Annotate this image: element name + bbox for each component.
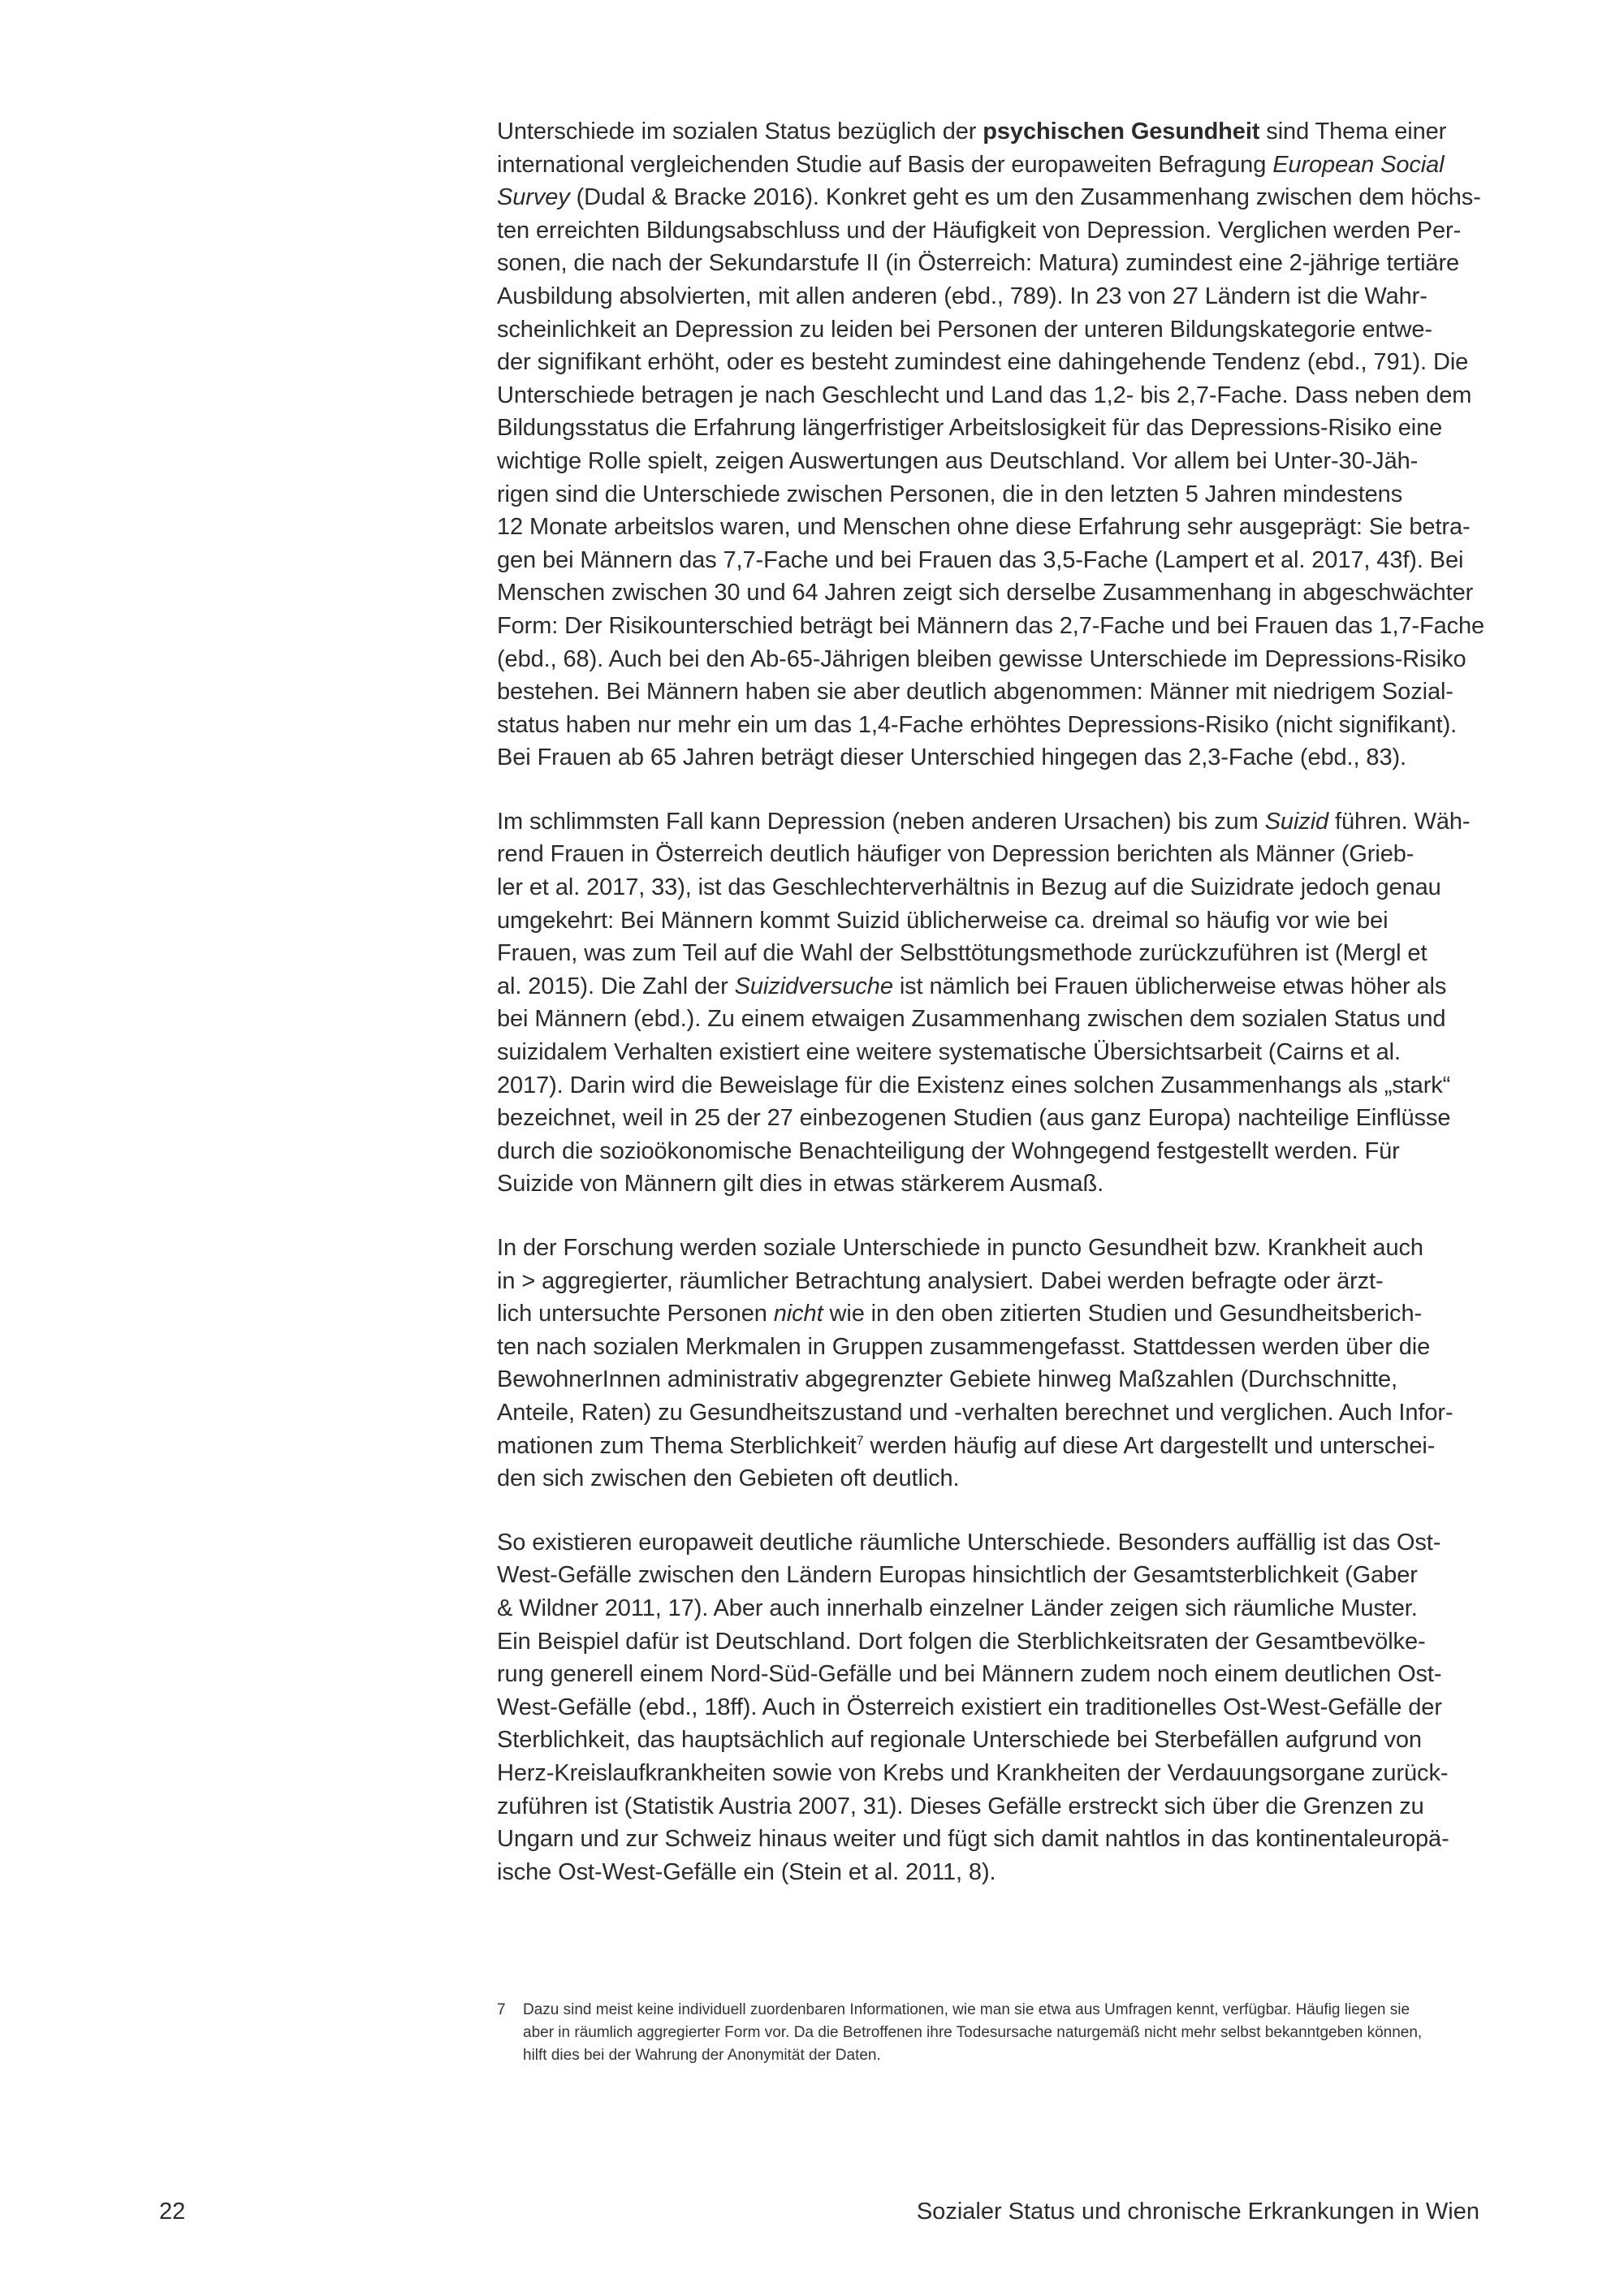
footnote-number: 7 <box>497 2001 506 2018</box>
text-line: Ausbildung absolvierten, mit allen anderen (ebd., 789). In 23 von 27 Ländern ist die Wahr- <box>497 283 1427 309</box>
text-line: status haben nur mehr ein um das 1,4-Fache erhöhtes Depressions-Risiko (nicht signifikant). <box>497 711 1458 738</box>
text-line: 2017). Darin wird die Beweislage für die Existenz eines solchen Zusammenhangs als „stark“ <box>497 1072 1451 1098</box>
text-line: Bildungsstatus die Erfahrung längerfristiger Arbeitslosigkeit für das Depressions-Risiko eine <box>497 415 1443 442</box>
text-line: zuführen ist (Statistik Austria 2007, 31). Dieses Gefälle erstreckt sich über die Grenzen zu <box>497 1793 1424 1819</box>
text-line: Unterschiede betragen je nach Geschlecht und Land das 1,2- bis 2,7-Fache. Dass neben dem <box>497 382 1472 408</box>
text-line: bestehen. Bei Männern haben sie aber deutlich abgenommen: Männer mit niedrigem Sozial- <box>497 679 1453 706</box>
footnote-line: hilft dies bei der Wahrung der Anonymität der Daten. <box>523 2047 881 2064</box>
text-line: rigen sind die Unterschiede zwischen Personen, die in den letzten 5 Jahren mindestens <box>497 481 1403 507</box>
text-line: Anteile, Raten) zu Gesundheitszustand und -verhalten berechnet und verglichen. Auch Infor- <box>497 1399 1453 1426</box>
text-line: BewohnerInnen administrativ abgegrenzter Gebiete hinweg Maßzahlen (Durchschnitte, <box>497 1366 1398 1393</box>
paragraph <box>497 1526 1479 1889</box>
text-line: 12 Monate arbeitslos waren, und Menschen ohne diese Erfahrung sehr ausgeprägt: Sie betra- <box>497 514 1471 541</box>
text-line: Suizide von Männern gilt dies in etwas stärkerem Ausmaß. <box>497 1171 1104 1198</box>
text-line: bezeichnet, weil in 25 der 27 einbezogenen Studien (aus ganz Europa) nachteilige Einflüsse <box>497 1105 1451 1132</box>
text-line: Frauen, was zum Teil auf die Wahl der Selbsttötungsmethode zurückzuführen ist (Mergl et <box>497 940 1427 967</box>
text-line: in > aggregierter, räumlicher Betrachtung analysiert. Dabei werden befragte oder ärzt- <box>497 1267 1384 1294</box>
text-line: Form: Der Risikounterschied beträgt bei Männern das 2,7-Fache und bei Frauen das 1,7-Fache <box>497 612 1485 639</box>
text-line: Im schlimmsten Fall kann Depression (neben anderen Ursachen) bis zum Suizid führen. Wäh- <box>497 808 1471 835</box>
body-text <box>497 115 1485 1919</box>
text-line: ische Ost-West-Gefälle ein (Stein et al. 2011, 8). <box>497 1858 996 1885</box>
text-line: lich untersuchte Personen nicht wie in den oben zitierten Studien und Gesundheitsberich- <box>497 1301 1423 1327</box>
text-line: gen bei Männern das 7,7-Fache und bei Frauen das 3,5-Fache (Lampert et al. 2017, 43f). Bei <box>497 546 1464 573</box>
text-line: Sterblichkeit, das hauptsächlich auf regionale Unterschiede bei Sterbefällen aufgrund von <box>497 1727 1422 1754</box>
text-line: den sich zwischen den Gebieten oft deutlich. <box>497 1465 960 1492</box>
text-line: scheinlichkeit an Depression zu leiden bei Personen der unteren Bildungskategorie entwe- <box>497 316 1432 343</box>
text-line: bei Männern (ebd.). Zu einem etwaigen Zusammenhang zwischen dem sozialen Status und <box>497 1006 1446 1033</box>
text-line: suizidalem Verhalten existiert eine weitere systematische Übersichtsarbeit (Cairns et al. <box>497 1039 1401 1066</box>
text-line: & Wildner 2011, 17). Aber auch innerhalb einzelner Länder zeigen sich räumliche Muster. <box>497 1595 1418 1621</box>
text-line: So existieren europaweit deutliche räumliche Unterschiede. Besonders auffällig ist das Ost- <box>497 1529 1441 1556</box>
text-line: ler et al. 2017, 33), ist das Geschlechterverhältnis in Bezug auf die Suizidrate jedoch genau <box>497 874 1441 901</box>
footnote-line: aber in räumlich aggregierter Form vor. Da die Betroffenen ihre Todesursache naturgemäß nicht mehr selbst bekanntgeben können, <box>523 2024 1423 2041</box>
text-line: Survey (Dudal & Bracke 2016). Konkret geht es um den Zusammenhang zwischen dem höchs- <box>497 184 1481 211</box>
text-line: international vergleichenden Studie auf Basis der europaweiten Befragung European Social <box>497 151 1445 178</box>
page-number: 22 <box>159 2199 186 2225</box>
text-line: rend Frauen in Österreich deutlich häufiger von Depression berichten als Männer (Grieb- <box>497 841 1415 868</box>
text-line: Herz-Kreislaufkrankheiten sowie von Krebs und Krankheiten der Verdauungsorgane zurück- <box>497 1759 1449 1786</box>
text-line: wichtige Rolle spielt, zeigen Auswertungen aus Deutschland. Vor allem bei Unter-30-Jäh- <box>497 447 1419 474</box>
text-line: Ungarn und zur Schweiz hinaus weiter und fügt sich damit nahtlos in das kontinentaleuropä- <box>497 1826 1449 1853</box>
text-line: Unterschiede im sozialen Status bezüglich der psychischen Gesundheit sind Thema einer <box>497 119 1447 145</box>
text-line: Menschen zwischen 30 und 64 Jahren zeigt sich derselbe Zusammenhang in abgeschwächter <box>497 580 1474 606</box>
footnote-line: Dazu sind meist keine individuell zuordenbaren Informationen, wie man sie etwa aus Umfragen kennt, verfügbar. Häufig liegen sie <box>523 2001 1410 2018</box>
footnote-text <box>523 1999 1488 2067</box>
text-line: ten erreichten Bildungsabschluss und der Häufigkeit von Depression. Verglichen werden Per- <box>497 217 1462 244</box>
running-title: Sozialer Status und chronische Erkrankungen in Wien <box>916 2199 1479 2225</box>
paragraph <box>497 1232 1479 1495</box>
text-line: West-Gefälle zwischen den Ländern Europas hinsichtlich der Gesamtsterblichkeit (Gaber <box>497 1562 1418 1589</box>
text-line: sonen, die nach der Sekundarstufe II (in Österreich: Matura) zumindest eine 2-jährige tertiäre <box>497 250 1460 277</box>
text-line: der signifikant erhöht, oder es besteht zumindest eine dahingehende Tendenz (ebd., 791). Die <box>497 349 1469 376</box>
text-line: durch die sozioökonomische Benachteiligung der Wohngegend festgestellt werden. Für <box>497 1137 1400 1164</box>
paragraph <box>497 115 1485 775</box>
text-line: West-Gefälle (ebd., 18ff). Auch in Österreich existiert ein traditionelles Ost-West-Gefälle der <box>497 1694 1442 1720</box>
footnote <box>497 1999 1488 2067</box>
paragraph <box>497 805 1479 1201</box>
text-line: Bei Frauen ab 65 Jahren beträgt dieser Unterschied hingegen das 2,3-Fache (ebd., 83). <box>497 744 1406 771</box>
page-footer <box>159 2199 1479 2225</box>
text-line: umgekehrt: Bei Männern kommt Suizid üblicherweise ca. dreimal so häufig vor wie bei <box>497 907 1389 934</box>
text-line: ten nach sozialen Merkmalen in Gruppen zusammengefasst. Stattdessen werden über die <box>497 1333 1431 1360</box>
text-line: mationen zum Thema Sterblichkeit$^7$ werden häufig auf diese Art dargestellt und unterschei- <box>497 1432 1436 1459</box>
text-line: (ebd., 68). Auch bei den Ab-65-Jährigen bleiben gewisse Unterschiede im Depressions-Risiko <box>497 645 1466 672</box>
text-line: rung generell einem Nord-Süd-Gefälle und bei Männern zudem noch einem deutlichen Ost- <box>497 1661 1442 1688</box>
text-line: al. 2015). Die Zahl der Suizidversuche ist nämlich bei Frauen üblicherweise etwas höher als <box>497 973 1447 999</box>
text-line: In der Forschung werden soziale Unterschiede in puncto Gesundheit bzw. Krankheit auch <box>497 1235 1423 1261</box>
text-line: Ein Beispiel dafür ist Deutschland. Dort folgen die Sterblichkeitsraten der Gesamtbevölke- <box>497 1628 1426 1655</box>
